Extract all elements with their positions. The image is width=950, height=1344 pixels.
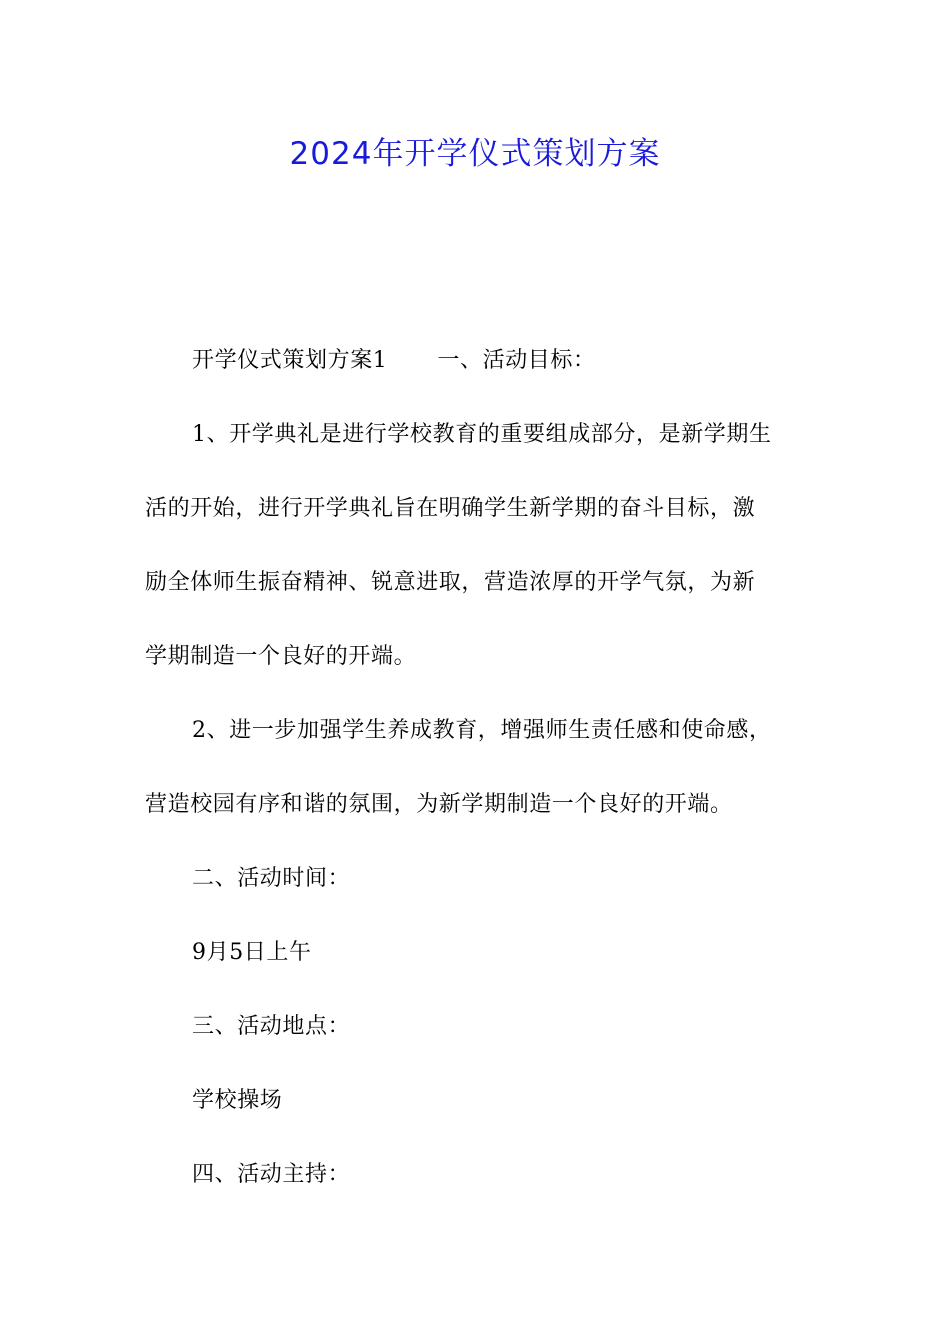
section-heading-host: 四、活动主持： bbox=[192, 1162, 351, 1187]
plan-subtitle: 开学仪式策划方案1 bbox=[192, 348, 388, 373]
paragraph-section-heading bbox=[145, 324, 810, 398]
activity-time-value: 9月5日上午 bbox=[192, 940, 312, 965]
paragraph-goal-1-line-2: 活的开始，进行开学典礼旨在明确学生新学期的奋斗目标，激 bbox=[145, 496, 756, 521]
paragraph-goal-1-line-4: 学期制造一个良好的开端。 bbox=[145, 644, 417, 669]
paragraph-goal-2-line-1: 2、进一步加强学生养成教育，增强师生责任感和使命感， bbox=[192, 718, 772, 743]
document-body bbox=[145, 324, 810, 1212]
section-heading-location: 三、活动地点： bbox=[192, 1014, 351, 1039]
paragraph-goal-2-line-2: 营造校园有序和谐的氛围，为新学期制造一个良好的开端。 bbox=[145, 792, 733, 817]
paragraph-goal-1-line-3: 励全体师生振奋精神、锐意进取，营造浓厚的开学气氛，为新 bbox=[145, 570, 756, 595]
activity-location-value: 学校操场 bbox=[192, 1088, 283, 1113]
paragraph-goal-1-line-1: 1、开学典礼是进行学校教育的重要组成部分，是新学期生 bbox=[192, 422, 772, 447]
document-title: 2024年开学仪式策划方案 bbox=[289, 136, 661, 172]
section-heading-goals: 一、活动目标： bbox=[437, 348, 596, 373]
section-heading-time: 二、活动时间： bbox=[192, 866, 351, 891]
